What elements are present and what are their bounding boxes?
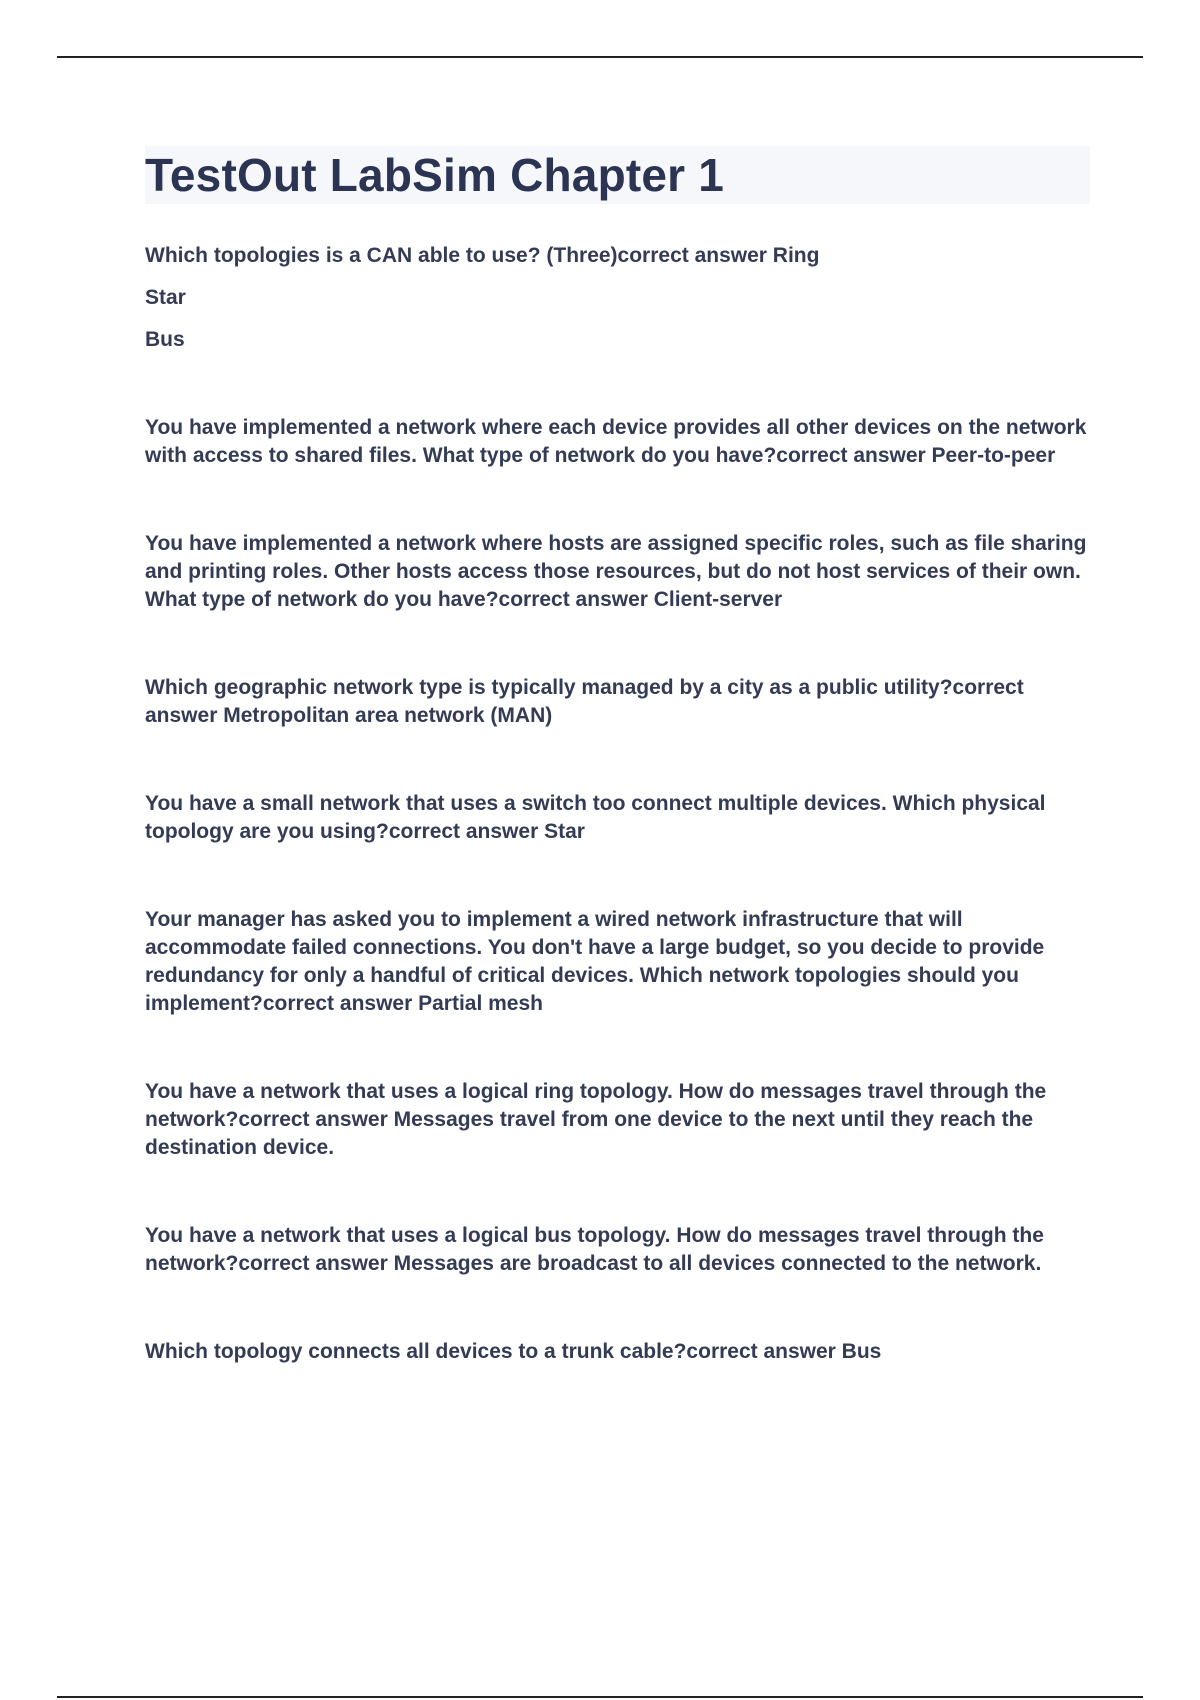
qa-item-9: Which topology connects all devices to a trunk cable?correct answer Bus xyxy=(145,1340,882,1363)
qa-item-3: You have implemented a network where hosts are assigned specific roles, such as file sharing and printing roles. Other hosts access those resources, but do not host services of their own. What type of network do you have?correct answer Client-server xyxy=(145,532,1087,611)
qa-item-7: You have a network that uses a logical ring topology. How do messages travel through the network?correct answer Messages travel from one device to the next until they reach the destination device. xyxy=(145,1080,1047,1159)
top-rule xyxy=(57,56,1143,58)
document-body xyxy=(145,146,1090,1366)
qa-item-1-answer-line-3: Bus xyxy=(145,328,185,351)
page-title: TestOut LabSim Chapter 1 xyxy=(145,149,725,201)
qa-item-2: You have implemented a network where each device provides all other devices on the network with access to shared files. What type of network do you have?correct answer Peer-to-peer xyxy=(145,416,1087,467)
qa-item-1-answer-line-2: Star xyxy=(145,286,186,309)
qa-item-1: Which topologies is a CAN able to use? (Three)correct answer Ring xyxy=(145,244,820,267)
qa-item-4: Which geographic network type is typically managed by a city as a public utility?correct answer Metropolitan area network (MAN) xyxy=(145,676,1024,727)
bottom-rule xyxy=(57,1696,1143,1698)
title-band xyxy=(145,146,1090,204)
qa-item-8: You have a network that uses a logical bus topology. How do messages travel through the network?correct answer Messages are broadcast to all devices connected to the network. xyxy=(145,1224,1044,1275)
qa-item-5: You have a small network that uses a switch too connect multiple devices. Which physical topology are you using?correct answer Star xyxy=(145,792,1046,843)
qa-item-6: Your manager has asked you to implement a wired network infrastructure that will accommodate failed connections. You don't have a large budget, so you decide to provide redundancy for only a handful of critical devices. Which network topologies should you implement?correct answer Partial mesh xyxy=(145,908,1045,1015)
